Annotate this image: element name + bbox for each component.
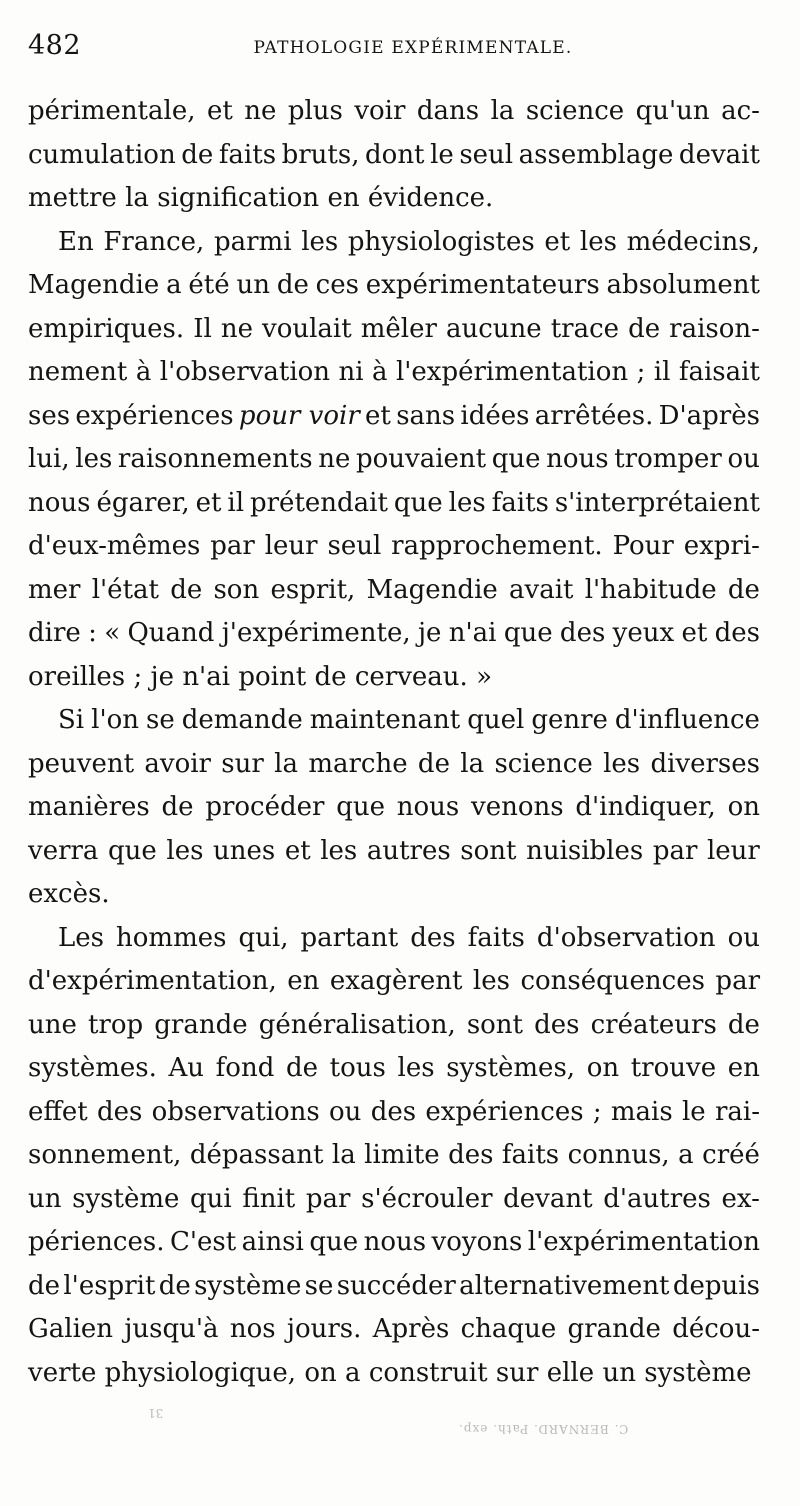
italic-phrase: pour voir bbox=[238, 400, 360, 431]
body-text bbox=[28, 90, 760, 1395]
text-line: peuvent avoir sur la marche de la science les diverses bbox=[28, 748, 760, 779]
text-line: de l'esprit de système se succéder alternativement depuis bbox=[28, 1270, 760, 1301]
text-line: Galien jusqu'à nos jours. Après chaque grande décou- bbox=[28, 1314, 760, 1344]
text-line: Magendie a été un de ces expérimentateurs absolument bbox=[28, 270, 760, 300]
paragraph bbox=[28, 699, 760, 917]
running-title: PATHOLOGIE EXPÉRIMENTALE. bbox=[253, 38, 573, 58]
text-line: un système qui finit par s'écrouler devant d'autres ex- bbox=[28, 1183, 760, 1214]
text-line: ses expériences pour voir et sans idées arrêtées. D'après bbox=[28, 400, 760, 431]
text-line: empiriques. Il ne voulait mêler aucune trace de raison- bbox=[28, 313, 760, 344]
running-head bbox=[28, 30, 758, 70]
signature-mark: 31 bbox=[148, 1406, 164, 1420]
show-through-footer bbox=[28, 1400, 760, 1440]
text-line: périmentale, et ne plus voir dans la science qu'un ac- bbox=[28, 96, 760, 126]
text-line: manières de procéder que nous venons d'indiquer, on bbox=[28, 792, 760, 822]
text-line: effet des observations ou des expériences ; mais le rai- bbox=[28, 1096, 760, 1127]
text-line: nement à l'observation ni à l'expérimentation ; il faisait bbox=[28, 357, 760, 387]
paragraph bbox=[28, 90, 760, 221]
text-line: cumulation de faits bruts, dont le seul assemblage devait bbox=[28, 139, 760, 170]
text-line: dire : « Quand j'expérimente, je n'ai que des yeux et des bbox=[28, 618, 760, 648]
text-line: oreilles ; je n'ai point de cerveau. » bbox=[28, 661, 493, 692]
text-line: d'eux-mêmes par leur seul rapprochement. Pour expri- bbox=[28, 531, 760, 561]
text-line: périences. C'est ainsi que nous voyons l'expérimentation bbox=[28, 1227, 760, 1257]
text-line: mettre la signification en évidence. bbox=[28, 183, 494, 213]
text-line: une trop grande généralisation, sont des créateurs de bbox=[28, 1009, 760, 1040]
text-line: Les hommes qui, partant des faits d'observation ou bbox=[58, 922, 760, 953]
footer-note: C. BERNARD. Path. exp. bbox=[458, 1422, 629, 1436]
text-line: verra que les unes et les autres sont nuisibles par leur bbox=[28, 835, 760, 866]
text-line: d'expérimentation, en exagèrent les conséquences par bbox=[28, 966, 760, 996]
text-line: verte physiologique, on a construit sur elle un système bbox=[28, 1357, 752, 1388]
text-line: En France, parmi les physiologistes et les médecins, bbox=[58, 226, 760, 257]
text-line: excès. bbox=[28, 879, 110, 909]
text-line: Si l'on se demande maintenant quel genre d'influence bbox=[58, 705, 760, 735]
text-line: sonnement, dépassant la limite des faits connus, a créé bbox=[28, 1140, 760, 1170]
text-line: lui, les raisonnements ne pouvaient que nous tromper ou bbox=[28, 444, 760, 474]
paragraph bbox=[28, 917, 760, 1396]
text-line: nous égarer, et il prétendait que les faits s'interprétaient bbox=[28, 487, 760, 518]
text-line: systèmes. Au fond de tous les systèmes, on trouve en bbox=[28, 1053, 760, 1083]
page-number: 482 bbox=[28, 30, 82, 61]
text-line: mer l'état de son esprit, Magendie avait l'habitude de bbox=[28, 574, 760, 605]
paragraph bbox=[28, 221, 760, 700]
